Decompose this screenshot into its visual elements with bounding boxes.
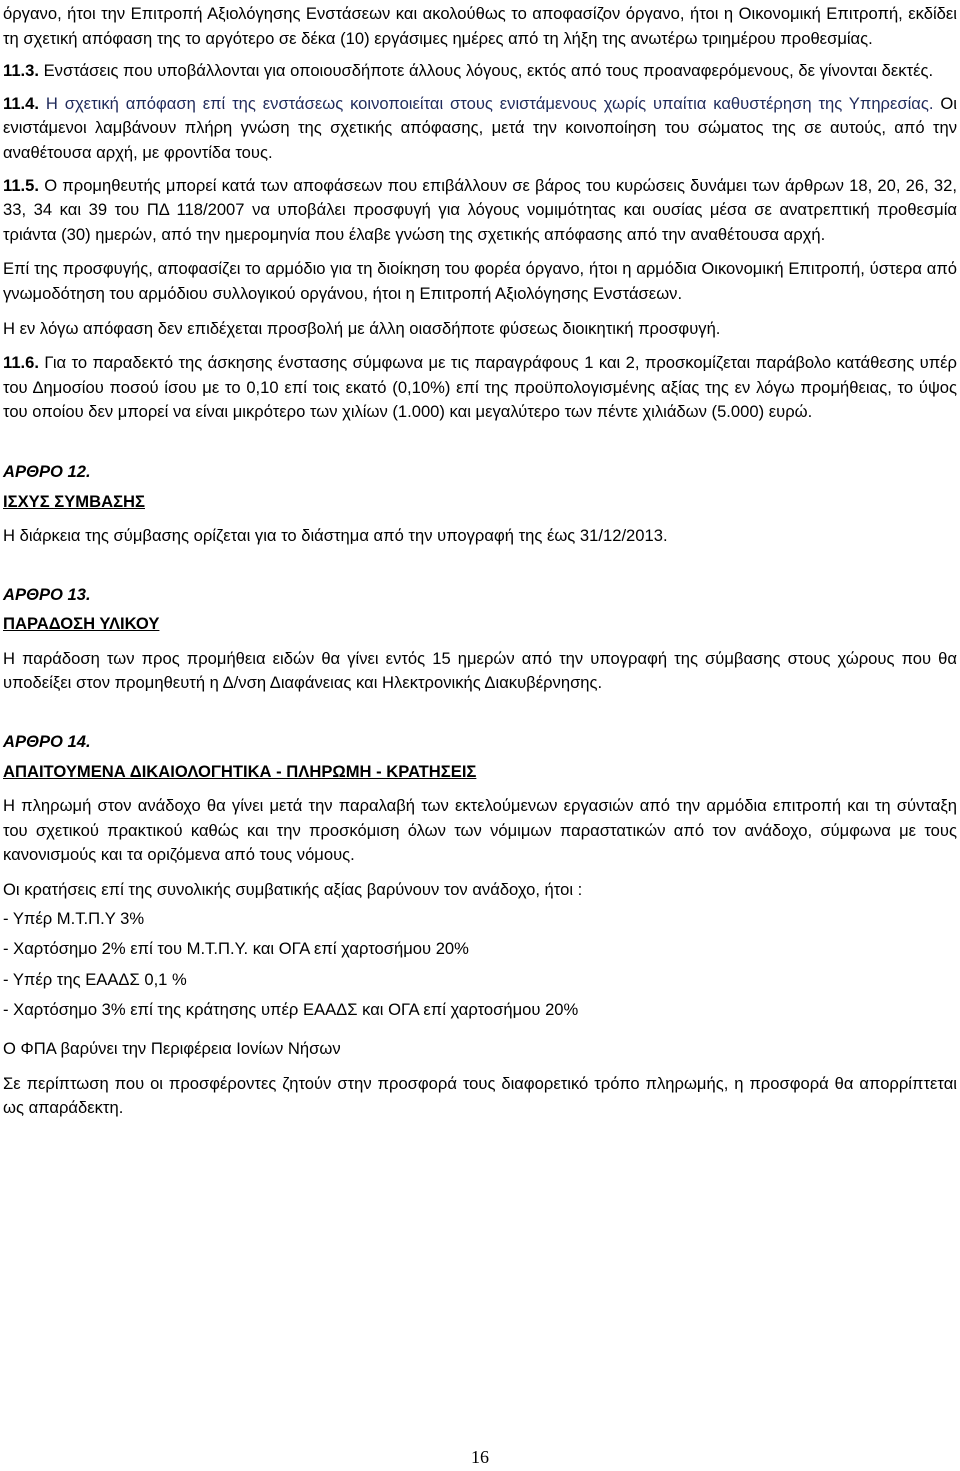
article-14-heading: ΑΡΘΡΟ 14. — [3, 732, 91, 752]
article-12-title: ΙΣΧΥΣ ΣΥΜΒΑΣΗΣ — [3, 491, 145, 511]
article-13-title: ΠΑΡΑΔΟΣΗ ΥΛΙΚΟΥ — [3, 614, 160, 634]
section-11-5 — [3, 174, 957, 248]
section-11-4-text-b: Οι ενιστάμενοι λαμβάνουν πλήρη γνώση της σχετικής απόφασης, μετά την κοινοποίηση του σώματος της σε αυτούς, από την αναθέτουσα αρχή, με φροντίδα τους. — [3, 93, 957, 162]
section-11-5-text: Ο προμηθευτής μπορεί κατά των αποφάσεων που επιβάλλουν σε βάρος του κυρώσεις δυνάμει των άρθρων 18, 20, 26, 32, 33, 34 και 39 του ΠΔ 118/2007 να υποβάλει προσφυγή για λόγους νομιμότητας και ουσίας μέσα σε ανατρεπτική προθεσμία τριάντα (30) ημερών, από την ημερομηνία που έλαβε γνώση της σχετικής απόφασης από την αναθέτουσα αρχή. — [3, 175, 957, 244]
section-11-3 — [3, 59, 957, 84]
article-14-title: ΑΠΑΙΤΟΥΜΕΝΑ ΔΙΚΑΙΟΛΟΓΗΤΙΚΑ - ΠΛΗΡΩΜΗ - ΚΡΑΤΗΣΕΙΣ — [3, 761, 477, 781]
deductions-intro: Οι κρατήσεις επί της συνολικής συμβατικής αξίας βαρύνουν τον ανάδοχο, ήτοι : — [3, 880, 583, 900]
section-11-5-final-paragraph: Η εν λόγω απόφαση δεν επιδέχεται προσβολή με άλλη οιασδήποτε φύσεως διοικητική προσφυγή. — [3, 318, 721, 338]
section-11-6-number: 11.6. — [3, 353, 39, 373]
page-number: 16 — [471, 1447, 489, 1467]
deduction-item: - Χαρτόσημο 2% επί του Μ.Τ.Π.Υ. και ΟΓΑ επί χαρτοσήμου 20% — [3, 939, 469, 959]
section-11-4 — [3, 92, 957, 166]
page-content — [3, 2, 957, 1121]
deduction-item: - Υπέρ Μ.Τ.Π.Υ 3% — [3, 908, 145, 928]
section-11-3-number: 11.3. — [3, 61, 39, 81]
section-11-3-text: Ενστάσεις που υποβάλλονται για οποιουσδήποτε άλλους λόγους, εκτός από τους προαναφερόμενους, δε γίνονται δεκτές. — [39, 61, 934, 81]
section-11-6-text: Για το παραδεκτό της άσκησης ένστασης σύμφωνα με τις παραγράφους 1 και 2, προσκομίζεται παράβολο κατάθεσης υπέρ του Δημοσίου ποσού ίσου με το 0,10 επί τοις εκατό (0,10%) επί της προϋπολογισμένης αξίας της εν λόγω προμήθειας, το ύψος του οποίου δεν μπορεί να είναι μικρότερο των χιλίων (1.000) και μεγαλύτερο των πέντε χιλιάδων (5.000) ευρώ. — [3, 353, 957, 422]
vat-statement: Ο ΦΠΑ βαρύνει την Περιφέρεια Ιονίων Νήσων — [3, 1039, 341, 1058]
deduction-item: - Χαρτόσημο 3% επί της κράτησης υπέρ ΕΑΑΔΣ και ΟΓΑ επί χαρτοσήμου 20% — [3, 1000, 579, 1020]
article-14-text: Η πληρωμή στον ανάδοχο θα γίνει μετά την παραλαβή των εκτελούμενων εργασιών από την αρμόδια επιτροπή και τη σύνταξη του σχετικού πρακτικού καθώς και την προσκόμιση όλων των νόμιμων παραστατικών από τον ανάδοχο, σύμφωνα με τους κανονισμούς και τα οριζόμενα από τους νόμους. — [3, 796, 957, 865]
article-13-text: Η παράδοση των προς προμήθεια ειδών θα γίνει εντός 15 ημερών από την υπογραφή της σύμβασης στους χώρους που θα υποδείξει στον προμηθευτή η Δ/νση Διαφάνειας και Ηλεκτρονικής Διακυβέρνησης. — [3, 648, 957, 693]
section-11-5-number: 11.5. — [3, 175, 39, 195]
section-11-6 — [3, 351, 957, 425]
article-13-heading: ΑΡΘΡΟ 13. — [3, 584, 91, 604]
deduction-item: - Υπέρ της ΕΑΑΔΣ 0,1 % — [3, 969, 187, 989]
article-12-text: Η διάρκεια της σύμβασης ορίζεται για το διάστημα από την υπογραφή της έως 31/12/2013. — [3, 526, 668, 546]
article-12-heading: ΑΡΘΡΟ 12. — [3, 461, 91, 481]
section-11-5-appeal-paragraph: Επί της προσφυγής, αποφασίζει το αρμόδιο για τη διοίκηση του φορέα όργανο, ήτοι η αρμόδια Οικονομική Επιτροπή, ύστερα από γνωμοδότηση του αρμόδιου συλλογικού οργάνου, ήτοι η Επιτροπή Αξιολόγησης Ενστάσεων. — [3, 259, 957, 303]
section-11-4-number: 11.4. — [3, 93, 39, 113]
alternative-payment-statement: Σε περίπτωση που οι προσφέροντες ζητούν στην προσφορά τους διαφορετικό τρόπο πληρωμής, η προσφορά θα απορρίπτεται ως απαράδεκτη. — [3, 1073, 957, 1118]
section-11-4-text-a: Η σχετική απόφαση επί της ενστάσεως κοινοποιείται στους ενιστάμενους χωρίς υπαίτια καθυστέρηση της Υπηρεσίας. — [39, 93, 934, 113]
intro-paragraph: όργανο, ήτοι την Επιτροπή Αξιολόγησης Ενστάσεων και ακολούθως το αποφασίζον όργανο, ήτοι η Οικονομική Επιτροπή, εκδίδει τη σχετική απόφαση της το αργότερο σε δέκα (10) εργάσιμες ημέρες από τη λήξη της ανωτέρω τριημέρου προθεσμίας. — [3, 4, 957, 48]
